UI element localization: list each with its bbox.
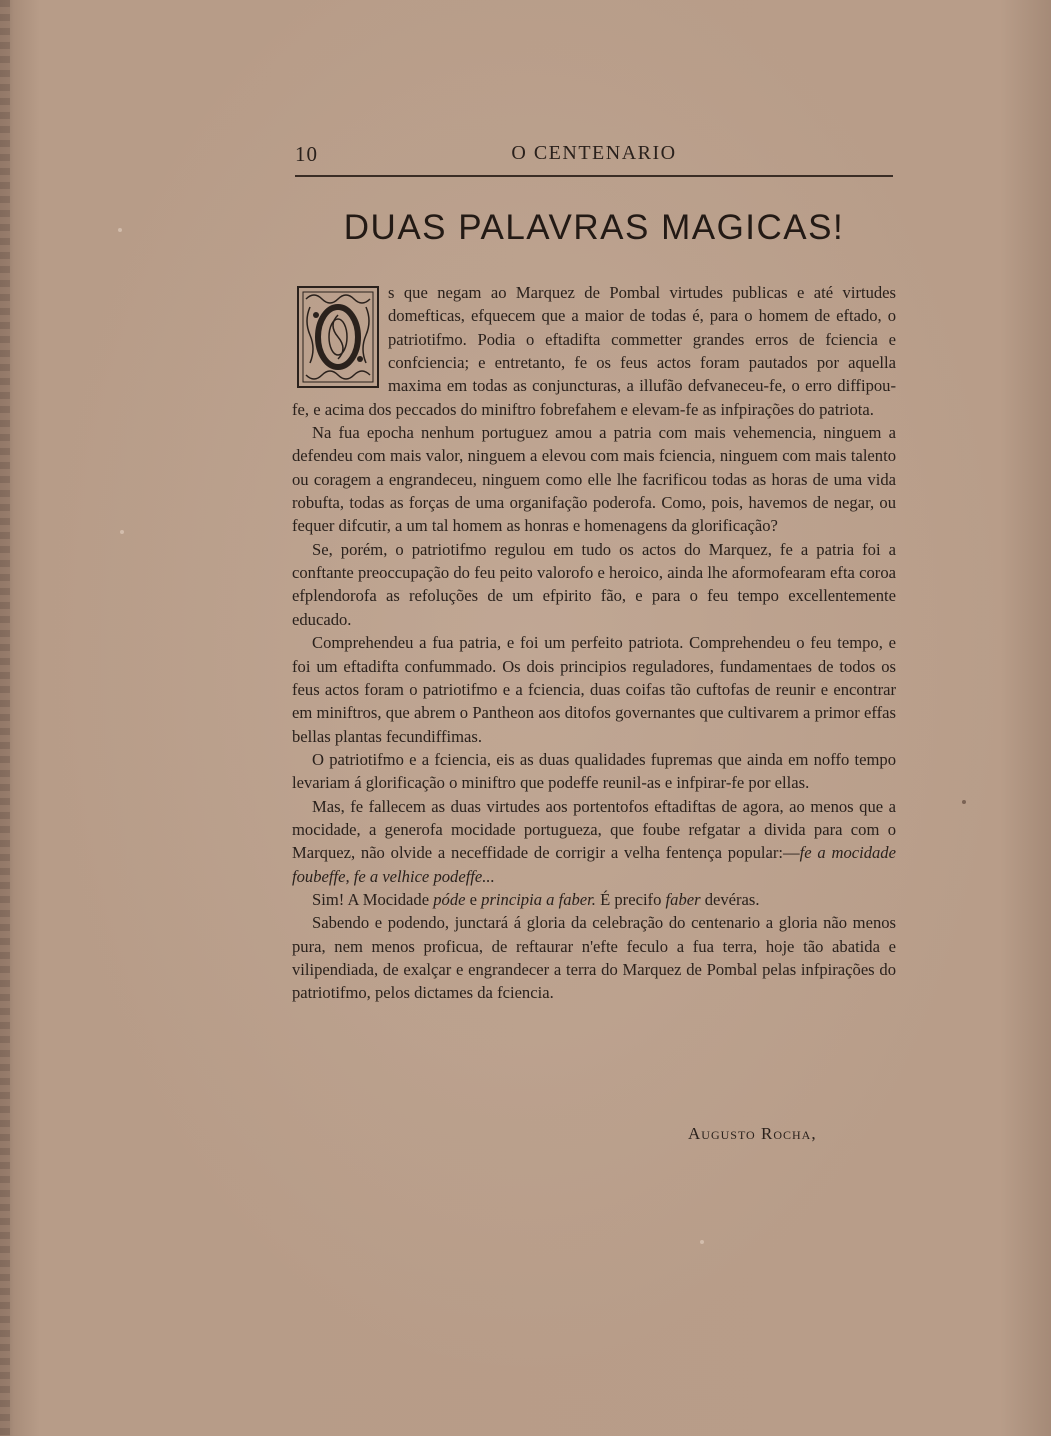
italic-pode: póde — [433, 889, 466, 909]
paragraph-7-text-a: Sim! A Mocidade — [312, 889, 434, 909]
header-rule — [295, 175, 893, 177]
paragraph-7 — [292, 888, 896, 911]
author-signature: Augusto Rocha, — [688, 1124, 817, 1143]
paragraph-2: Na fua epocha nenhum portuguez amou a patria com mais vehemencia, ninguem a defendeu com mais valor, ninguem a elevou com mais fciencia, ninguem com mais talento ou coragem a engrandeceu, ninguem como elle lhe facrificou todas as horas de uma vida robufta, todas as forças de uma organifação poderofa. Como, pois, havemos de negar, ou fequer difcutir, a um tal homem as honras e homenagens da glorificação? — [292, 423, 896, 536]
italic-saber: faber — [665, 889, 701, 909]
article-body — [292, 281, 896, 1005]
paragraph-7-text-c: É precifo — [595, 889, 666, 909]
paragraph-4: Comprehendeu a fua patria, e foi um perfeito patriota. Comprehendeu o feu tempo, e foi um eftadifta confummado. Os dois principios reguladores, fundamentaes de todos os feus actos foram o patriotifmo e a fciencia, duas coifas tão cuftofas de reunir e encontrar em miniftros, que abrem o Pantheon aos ditofos governantes que cultivarem a primor effas bellas plantas fecundiffimas. — [292, 633, 896, 746]
page-number: 10 — [295, 142, 318, 166]
article-title: DUAS PALAVRAS MAGICAS! — [343, 208, 845, 247]
paragraph-8: Sabendo e podendo, junctará á gloria da celebração do centenario a gloria não menos pura, nem menos proficua, de reftaurar n'efte feculo a fua terra, hoje tão abatida e vilipendiada, de exalçar e engrandecer a terra do Marquez de Pombal pelas infpirações do patriotifmo, pelos dictames da fciencia. — [292, 913, 896, 1003]
paragraph-5: O patriotifmo e a fciencia, eis as duas qualidades fupremas que ainda em noffo tempo levariam á glorificação o miniftro que podeffe reunil-as e infpirar-fe por ellas. — [292, 749, 896, 793]
paper-speck — [118, 228, 122, 232]
paragraph-1-text: s que negam ao Marquez de Pombal virtudes publicas e até virtudes domefticas, efquecem que a maior de todas é, para o homem de eftado, o patriotifmo. Podia o eftadifta commetter grandes erros de fciencia e confciencia; e entretanto, fe os feus actos foram pautados por aquella maxima em todas as conjuncturas, a illufão defvaneceu-fe, o erro diffipou-fe, e acima dos peccados do miniftro fobrefahem e elevam-fe as infpirações do patriota. — [292, 283, 896, 419]
paragraph-6 — [292, 795, 896, 888]
binding-edge — [0, 0, 10, 1436]
paragraph-7-text-d: devéras. — [700, 889, 760, 909]
proverb-quote: fe a mocidade foubeffe, fe a velhice podeffe... — [292, 843, 896, 886]
paper-speck — [120, 530, 124, 534]
running-title: O CENTENARIO — [511, 142, 677, 164]
paper-speck — [700, 1240, 704, 1244]
ornamental-drop-cap — [296, 285, 380, 389]
paragraph-7-text-b: e — [465, 889, 482, 909]
paper-speck — [962, 800, 966, 804]
paragraph-1 — [292, 281, 896, 421]
paragraph-3: Se, porém, o patriotifmo regulou em tudo os actos do Marquez, fe a patria foi a conftante preoccupação do feu peito valorofo e heroico, ainda lhe aformofearam efta coroa efplendorofa as refoluções de um efpirito fão, e para o feu tempo excellentemente educado. — [292, 539, 896, 629]
page-header — [295, 138, 893, 172]
paragraph-6-text: Mas, fe fallecem as duas virtudes aos portentofos eftadiftas de agora, ao menos que a mocidade, a generofa mocidade portugueza, que foube refgatar a divida para com o Marquez, não olvide a neceffidade de corrigir a velha fentença popular:— — [292, 796, 896, 863]
italic-principia: principia a faber. — [481, 889, 596, 909]
